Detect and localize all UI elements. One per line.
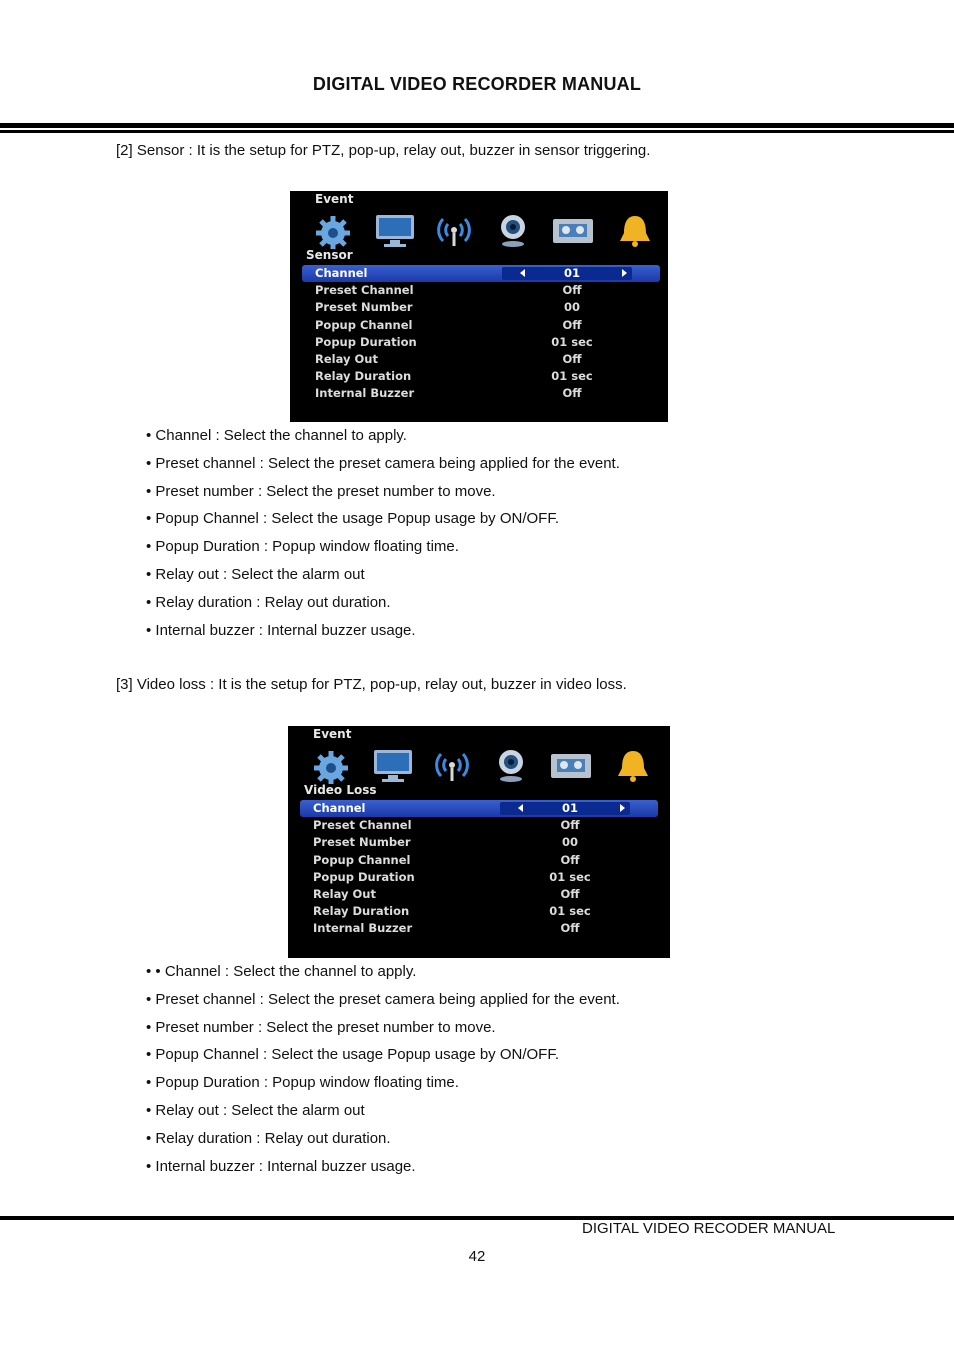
tape-icon[interactable] [548, 746, 594, 784]
setting-row-relay-duration[interactable] [302, 368, 660, 385]
bell-icon[interactable] [610, 746, 656, 784]
setting-label: Popup Channel [313, 852, 411, 867]
setting-value: 00 [563, 300, 580, 315]
videoloss-bullet-list [146, 962, 620, 1184]
setting-row-popup-channel[interactable] [302, 317, 660, 334]
header-rule-top [0, 123, 954, 128]
gear-icon[interactable] [310, 211, 356, 249]
list-item: • Relay out : Select the alarm out [146, 565, 365, 583]
setting-row-preset-number[interactable] [300, 834, 658, 851]
monitor-icon[interactable] [370, 746, 416, 784]
bell-icon[interactable] [612, 211, 658, 249]
setting-label: Relay Duration [315, 369, 412, 384]
event-menu-title: Event [313, 727, 352, 741]
submenu-title: Video Loss [304, 783, 377, 797]
setting-row-preset-channel[interactable] [300, 817, 658, 834]
setting-row-popup-duration[interactable] [300, 869, 658, 886]
event-icon-bar [310, 211, 660, 251]
tape-icon[interactable] [550, 211, 596, 249]
list-item: • Internal buzzer : Internal buzzer usage. [146, 621, 416, 639]
webcam-icon[interactable] [490, 211, 536, 249]
webcam-icon[interactable] [488, 746, 534, 784]
setting-row-internal-buzzer[interactable] [302, 385, 660, 402]
list-item: • • Channel : Select the channel to apply. [146, 963, 417, 980]
setting-label: Relay Out [315, 351, 378, 366]
setting-row-relay-out[interactable] [300, 886, 658, 903]
arrow-right-icon[interactable] [622, 269, 627, 277]
setting-value: Off [560, 852, 580, 867]
settings-list [302, 265, 660, 403]
list-item: • Popup Channel : Select the usage Popup usage by ON/OFF. [146, 510, 560, 528]
setting-label: Channel [315, 266, 368, 280]
page-number: 42 [468, 1248, 486, 1265]
setting-value: 01 sec [549, 869, 591, 884]
list-item: • Preset channel : Select the preset camera being applied for the event. [146, 454, 620, 472]
setting-value: 01 [561, 801, 578, 815]
setting-value: Off [560, 886, 580, 901]
setting-value: Off [562, 283, 582, 298]
setting-value: Off [562, 386, 582, 401]
setting-value: Off [560, 818, 580, 833]
setting-value: 01 sec [551, 334, 593, 349]
setting-label: Preset Channel [315, 283, 414, 298]
setting-value: Off [560, 921, 580, 936]
setting-label: Internal Buzzer [315, 386, 415, 401]
setting-value: Off [562, 317, 582, 332]
list-item: • Popup Duration : Popup window floating time. [146, 538, 459, 556]
sensor-event-screen [290, 191, 668, 422]
setting-value: 01 sec [549, 904, 591, 919]
setting-row-internal-buzzer[interactable] [300, 920, 658, 937]
setting-label: Preset Number [313, 835, 411, 850]
wireless-icon[interactable] [431, 211, 477, 249]
arrow-left-icon[interactable] [518, 804, 523, 812]
list-item: • Preset number : Select the preset number to move. [146, 482, 496, 500]
setting-row-preset-number[interactable] [302, 299, 660, 316]
videoloss-section-heading: [3] Video loss : It is the setup for PTZ, pop-up, relay out, buzzer in video loss. [116, 676, 627, 693]
setting-label: Relay Out [313, 886, 376, 901]
setting-value: Off [562, 351, 582, 366]
videoloss-event-screen [288, 726, 670, 958]
list-item: • Relay duration : Relay out duration. [146, 1129, 391, 1147]
list-item: • Internal buzzer : Internal buzzer usage. [146, 1157, 416, 1175]
list-item: • Popup Channel : Select the usage Popup usage by ON/OFF. [146, 1046, 560, 1064]
setting-label: Popup Channel [315, 317, 413, 332]
event-menu-title: Event [315, 192, 354, 206]
setting-value: 01 sec [551, 369, 593, 384]
arrow-left-icon[interactable] [520, 269, 525, 277]
setting-value: 00 [561, 835, 578, 850]
list-item: • Channel : Select the channel to apply. [146, 427, 407, 444]
setting-row-channel[interactable] [300, 800, 658, 817]
header-rule-bottom [0, 130, 954, 133]
list-item: • Preset channel : Select the preset camera being applied for the event. [146, 990, 620, 1008]
submenu-title: Sensor [306, 248, 353, 262]
list-item: • Preset number : Select the preset number to move. [146, 1018, 496, 1036]
list-item: • Relay out : Select the alarm out [146, 1101, 365, 1119]
setting-label: Popup Duration [313, 869, 415, 884]
footer-title: DIGITAL VIDEO RECODER MANUAL [582, 1220, 836, 1237]
setting-label: Preset Number [315, 300, 413, 315]
settings-list [300, 800, 658, 938]
sensor-section-heading: [2] Sensor : It is the setup for PTZ, pop-up, relay out, buzzer in sensor triggering. [116, 142, 651, 159]
setting-row-popup-channel[interactable] [300, 852, 658, 869]
setting-row-relay-out[interactable] [302, 351, 660, 368]
setting-row-channel[interactable] [302, 265, 660, 282]
setting-row-relay-duration[interactable] [300, 903, 658, 920]
wireless-icon[interactable] [429, 746, 475, 784]
sensor-bullet-list [146, 426, 620, 648]
setting-label: Popup Duration [315, 334, 417, 349]
setting-row-preset-channel[interactable] [302, 282, 660, 299]
setting-label: Preset Channel [313, 818, 412, 833]
setting-label: Relay Duration [313, 904, 410, 919]
arrow-right-icon[interactable] [620, 804, 625, 812]
monitor-icon[interactable] [372, 211, 418, 249]
setting-value: 01 [563, 266, 580, 280]
event-icon-bar [308, 746, 658, 786]
setting-label: Channel [313, 801, 366, 815]
gear-icon[interactable] [308, 746, 354, 784]
list-item: • Popup Duration : Popup window floating time. [146, 1074, 459, 1092]
setting-row-popup-duration[interactable] [302, 334, 660, 351]
list-item: • Relay duration : Relay out duration. [146, 593, 391, 611]
page-header-title: DIGITAL VIDEO RECORDER MANUAL [312, 74, 642, 94]
setting-label: Internal Buzzer [313, 921, 413, 936]
